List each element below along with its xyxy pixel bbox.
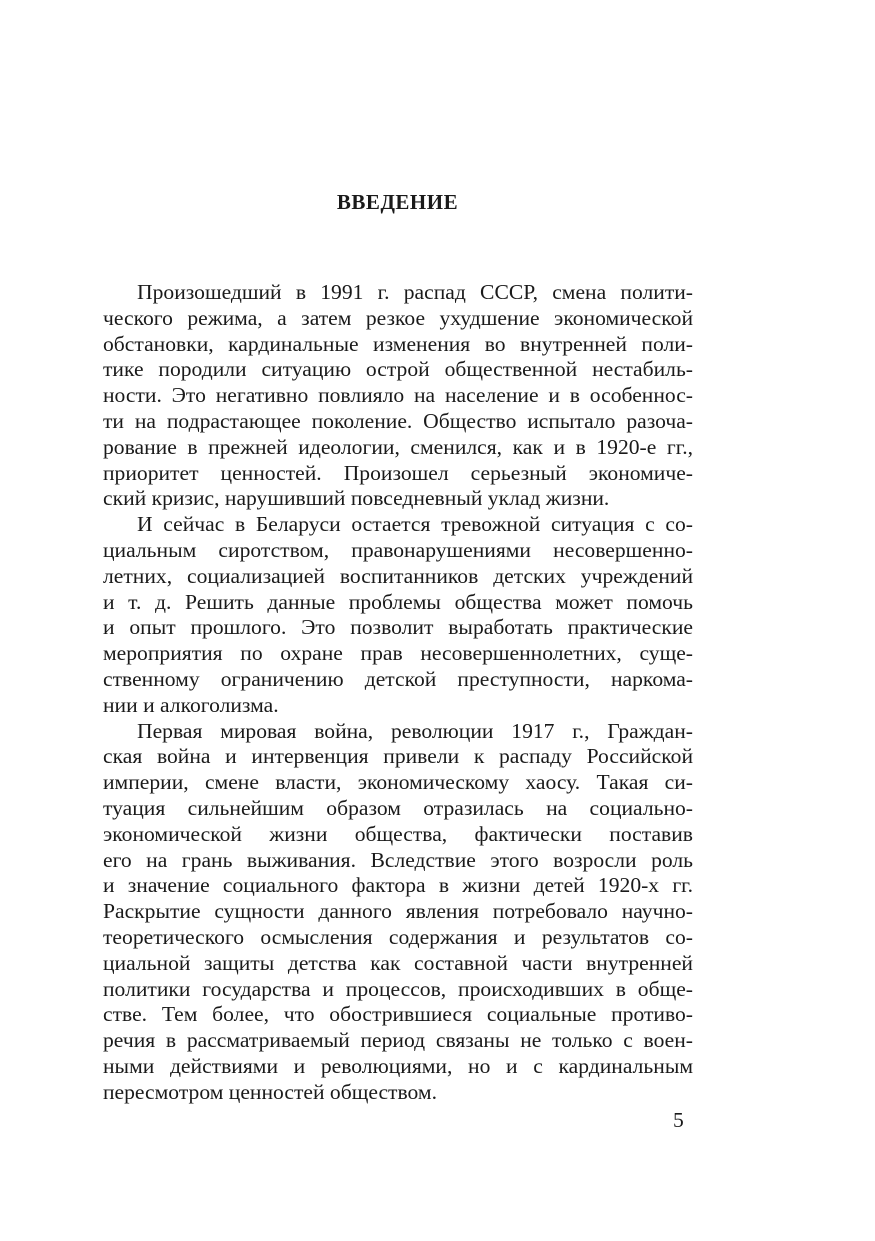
text-line: ский кризис, нарушивший повседневный уклад жизни. (103, 486, 610, 511)
text-line: пересмотром ценностей обществом. (103, 1079, 437, 1104)
text-line: ными действиями и революциями, но и с кардинальным (103, 1053, 693, 1078)
text-line: Раскрытие сущности данного явления потребовало научно- (103, 899, 693, 924)
text-line: ственному ограничению детской преступности, наркома- (103, 666, 693, 691)
text-line: его на грань выживания. Вследствие этого возросли роль (103, 847, 693, 872)
text-line: мероприятия по охране прав несовершеннолетних, суще- (103, 641, 693, 666)
text-line: экономической жизни общества, фактически поставив (103, 821, 693, 846)
paragraph (103, 280, 693, 512)
text-line: тике породили ситуацию острой общественной нестабиль- (103, 357, 693, 382)
text-line: теоретического осмысления содержания и результатов со- (103, 924, 693, 949)
text-line: циальным сиротством, правонарушениями несовершенно- (103, 537, 693, 562)
paragraph (103, 719, 693, 1106)
text-line: И сейчас в Беларуси остается тревожной ситуация с со- (137, 512, 693, 537)
text-line: и опыт прошлого. Это позволит выработать практические (103, 615, 693, 640)
text-line: обстановки, кардинальные изменения во внутренней поли- (103, 331, 693, 356)
page-number: 5 (673, 1108, 684, 1132)
text-line: стве. Тем более, что обострившиеся социальные противо- (103, 1002, 693, 1027)
text-line: приоритет ценностей. Произошел серьезный экономиче- (103, 460, 693, 485)
text-line: туация сильнейшим образом отразилась на социально- (103, 795, 693, 820)
chapter-heading: ВВЕДЕНИЕ (336, 190, 459, 214)
text-line: нии и алкоголизма. (103, 692, 279, 717)
body-text (103, 280, 693, 1106)
text-line: циальной защиты детства как составной части внутренней (103, 950, 693, 975)
paragraph (103, 512, 693, 718)
text-line: летних, социализацией воспитанников детских учреждений (103, 563, 693, 588)
text-line: речия в рассматриваемый период связаны не только с воен- (103, 1028, 693, 1053)
text-line: и значение социального фактора в жизни детей 1920-х гг. (103, 873, 693, 898)
text-line: политики государства и процессов, происходивших в обще- (103, 976, 693, 1001)
text-line: ти на подрастающее поколение. Общество испытало разоча- (103, 408, 693, 433)
text-line: ческого режима, а затем резкое ухудшение экономической (103, 305, 693, 330)
text-line: Первая мировая война, революции 1917 г., Граждан- (137, 718, 693, 743)
text-line: империи, смене власти, экономическому хаосу. Такая си- (103, 770, 693, 795)
text-line: Произошедший в 1991 г. распад СССР, смена полити- (137, 280, 693, 304)
text-line: рование в прежней идеологии, сменился, как и в 1920-е гг., (103, 434, 693, 459)
text-line: ности. Это негативно повлияло на население и в особеннос- (103, 383, 693, 408)
text-line: и т. д. Решить данные проблемы общества может помочь (103, 589, 693, 614)
text-line: ская война и интервенция привели к распаду Российской (103, 744, 693, 769)
